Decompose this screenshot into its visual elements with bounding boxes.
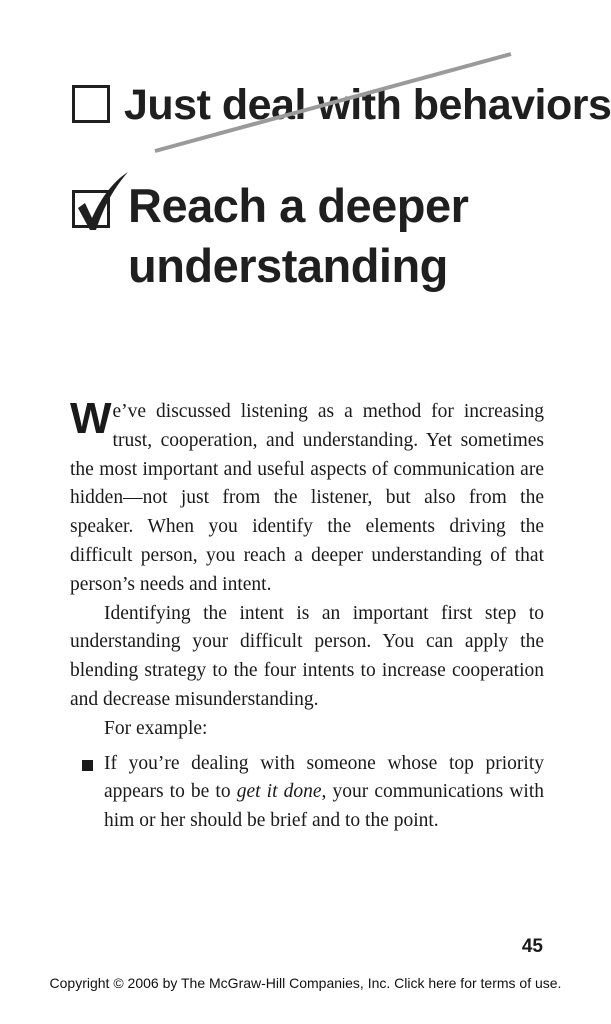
bullet-text-post: , your communications with him or her should be brief and to the point. bbox=[104, 781, 544, 832]
bullet-text-pre: If you’re dealing with someone whose top priority appears to be to bbox=[104, 752, 544, 803]
copyright-footer bbox=[0, 975, 611, 991]
bullet-text-emphasis: get it done bbox=[236, 781, 322, 803]
bullet-item bbox=[70, 750, 544, 836]
bullet-square-icon bbox=[82, 760, 93, 771]
crossed-out-heading: Just deal with behaviors bbox=[124, 81, 611, 129]
paragraph-1-text: e’ve discussed listening as a method for increasing trust, cooperation, and understanding. Yet sometimes the most important and useful aspects of communication are hidden—not just from the listener, but also from the speaker. When you identify the elements driving the difficult person, you reach a deeper understanding of that person’s needs and intent. bbox=[70, 401, 544, 595]
copyright-text: Copyright © 2006 by The McGraw-Hill Companies, Inc. bbox=[49, 975, 395, 991]
page-number: 45 bbox=[521, 936, 543, 957]
heading-line-2: understanding bbox=[128, 239, 448, 292]
paragraph-2: Identifying the intent is an important first step to understanding your difficult person. You can apply the blending strategy to the four intents to increase cooperation and decrease misunderstanding. bbox=[70, 602, 544, 710]
drop-cap: W bbox=[70, 394, 112, 443]
paragraph-3: For example: bbox=[104, 717, 208, 739]
paragraph-1 bbox=[70, 394, 544, 600]
heading-line-1: Reach a deeper bbox=[128, 179, 469, 232]
terms-of-use-link[interactable]: Click here for terms of use. bbox=[394, 975, 562, 991]
body-text bbox=[70, 394, 544, 836]
